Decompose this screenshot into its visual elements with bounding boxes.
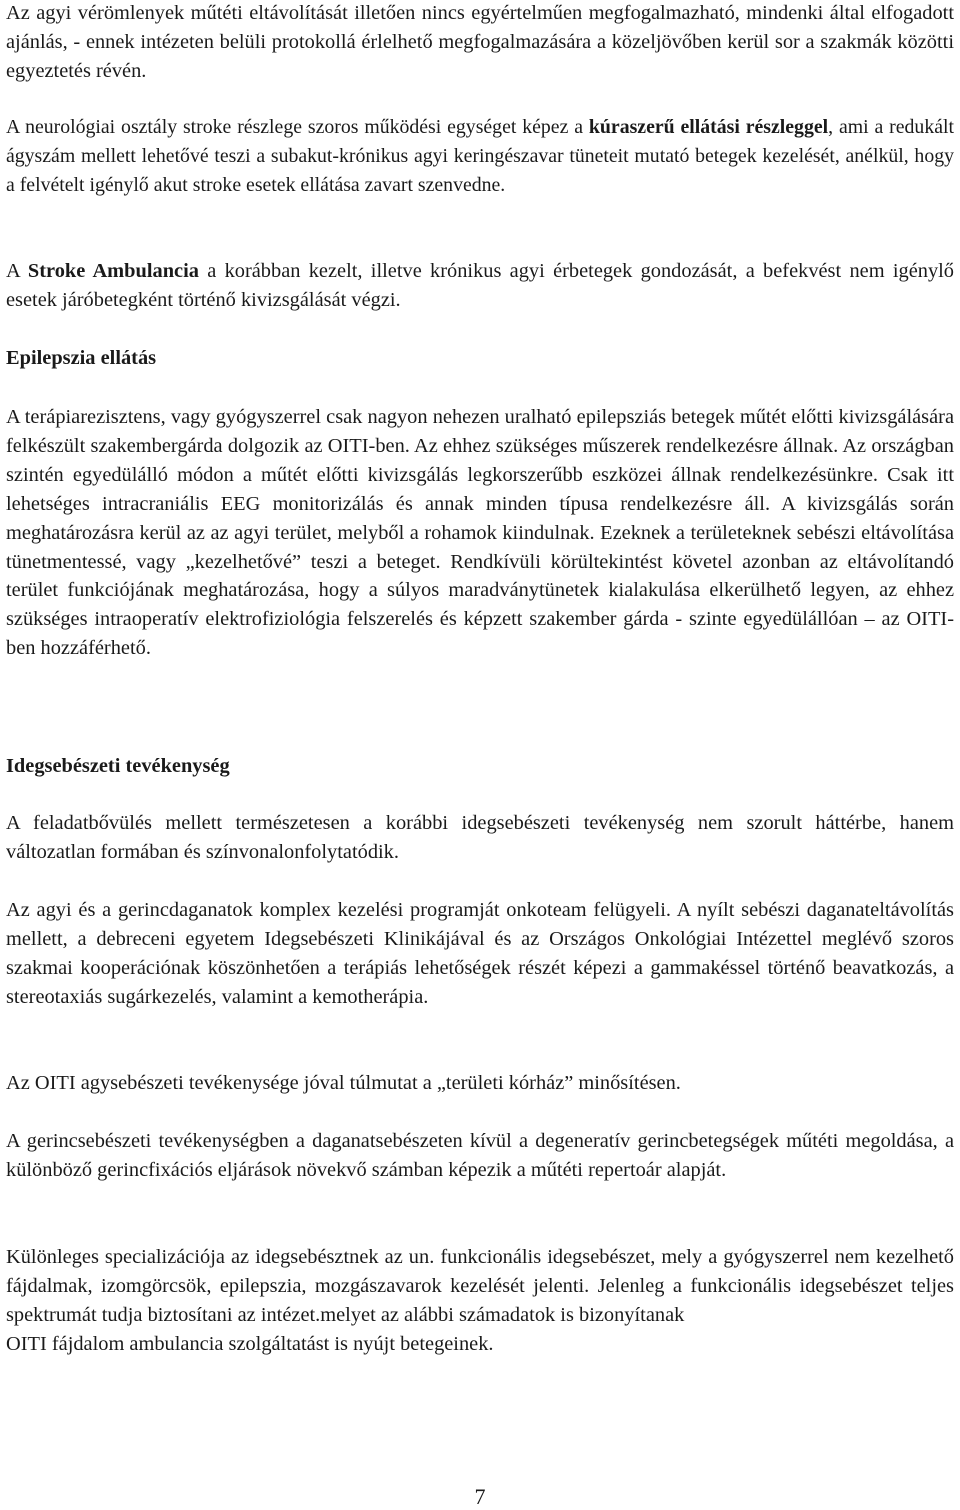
bold-term: kúraszerű ellátási részleggel [588,116,829,138]
paragraph-neurosurgery-continued: A feladatbővülés mellett természetesen a korábbi idegsebészeti tevékenység nem szorult háttérbe, hanem változatlan formában és színvonalonfolytatódik. [6,812,954,863]
heading-epilepsy: Epilepszia ellátás [6,347,157,369]
paragraph-neurology-stroke [6,113,954,200]
paragraph-tumors: Az agyi és a gerincdaganatok komplex kezelési programját onkoteam felügyeli. A nyílt sebészi daganateltávolítás mellett, a debreceni egyetem Idegsebészeti Klinikájával és az Országos Onkológiai Intézettel meglévő szoros szakmai kooperációnak köszönhetően a terápiás lehetőségek részét képezi a gammakéssel történő beavatkozás, a stereotaxiás sugárkezelés, valamint a kemotherápia. [6,899,954,1008]
paragraph-hemorrhage: Az agyi vérömlenyek műtéti eltávolítását illetően nincs egyértelműen megfogalmazható, mindenki által elfogadott ajánlás, - ennek intézeten belüli protokollá érlelhető megfogalmazására a közeljövőben kerül sor a szakmák közötti egyeztetés révén. [6,2,954,82]
paragraph-text: A [6,260,28,282]
heading-neurosurgery: Idegsebészeti tevékenység [6,755,230,777]
paragraph-text: Különleges specializációja az idegsebésztnek az un. funkcionális idegsebészet, mely a gyógyszerrel nem kezelhető fájdalmak, izomgörcsök, epilepszia, mozgászavarok kezelését jelenti. Jelenleg a funkcionális idegsebészet teljes spektrumát tudja biztosítani az intézet.melyet az alábbi számadatok is bizonyítanak [6,1246,954,1326]
paragraph-text: , ami a redukált ágyszám mellett lehetővé teszi a subakut-krónikus agyi keringészavar tüneteit mutató betegek kezelését, anélkül, hogy a felvételt igénylő akut stroke esetek ellátása zavart szenvedne. [6,116,954,196]
paragraph-text: OITI fájdalom ambulancia szolgáltatást is nyújt betegeinek. [6,1332,494,1355]
paragraph-text: a korábban kezelt, illetve krónikus agyi érbetegek gondozását, a befekvést nem igénylő esetek járóbetegként történő kivizsgálását végzi. [6,260,954,311]
paragraph-functional-neurosurgery [6,1243,954,1359]
paragraph-text: A neurológiai osztály stroke részlege szoros működési egységet képez a [6,116,589,138]
paragraph-oiti-brain-surgery: Az OITI agysebészeti tevékenysége jóval túlmutat a „területi kórház” minősítésen. [6,1072,681,1094]
page-number: 7 [474,1484,486,1509]
paragraph-stroke-ambulance [6,257,954,315]
paragraph-epilepsy: A terápiarezisztens, vagy gyógyszerrel csak nagyon nehezen uralható epilepsziás betegek műtét előtti kivizsgálására felkészült szakembergárda dolgozik az OITI-ben. Az ehhez szükséges műszerek rendelkezésre állnak. Az országban szintén egyedülálló módon a műtét előtti kivizsgálás legkorszerűbb eszközei állnak rendelkezésünkre. Csak itt lehetséges intracraniális EEG monitorizálás és annak minden típusa rendelkezésre áll. A kivizsgálás során meghatározásra kerül az az agyi terület, melyből a rohamok kiindulnak. Ezeknek a területeknek sebészi eltávolítása tünetmentessé, vagy „kezelhetővé” teszi a beteget. Rendkívüli körültekintést követel azonban az eltávolítandó terület funkciójának meghatározása, hogy a súlyos maradványtünetek kialakulása elkerülhető legyen, az ehhez szükséges intraoperatív elektrofiziológia felszerelés és képzett szakember gárda - szinte egyedülállóan – az OITI-ben hozzáférhető. [6,406,954,660]
paragraph-spine-surgery: A gerincsebészeti tevékenységben a daganatsebészeten kívül a degeneratív gerincbetegségek műtéti megoldása, a különböző gerincfixációs eljárások növekvő számban képezik a műtéti repertoár alapját. [6,1130,954,1181]
bold-term: Stroke Ambulancia [27,260,199,282]
